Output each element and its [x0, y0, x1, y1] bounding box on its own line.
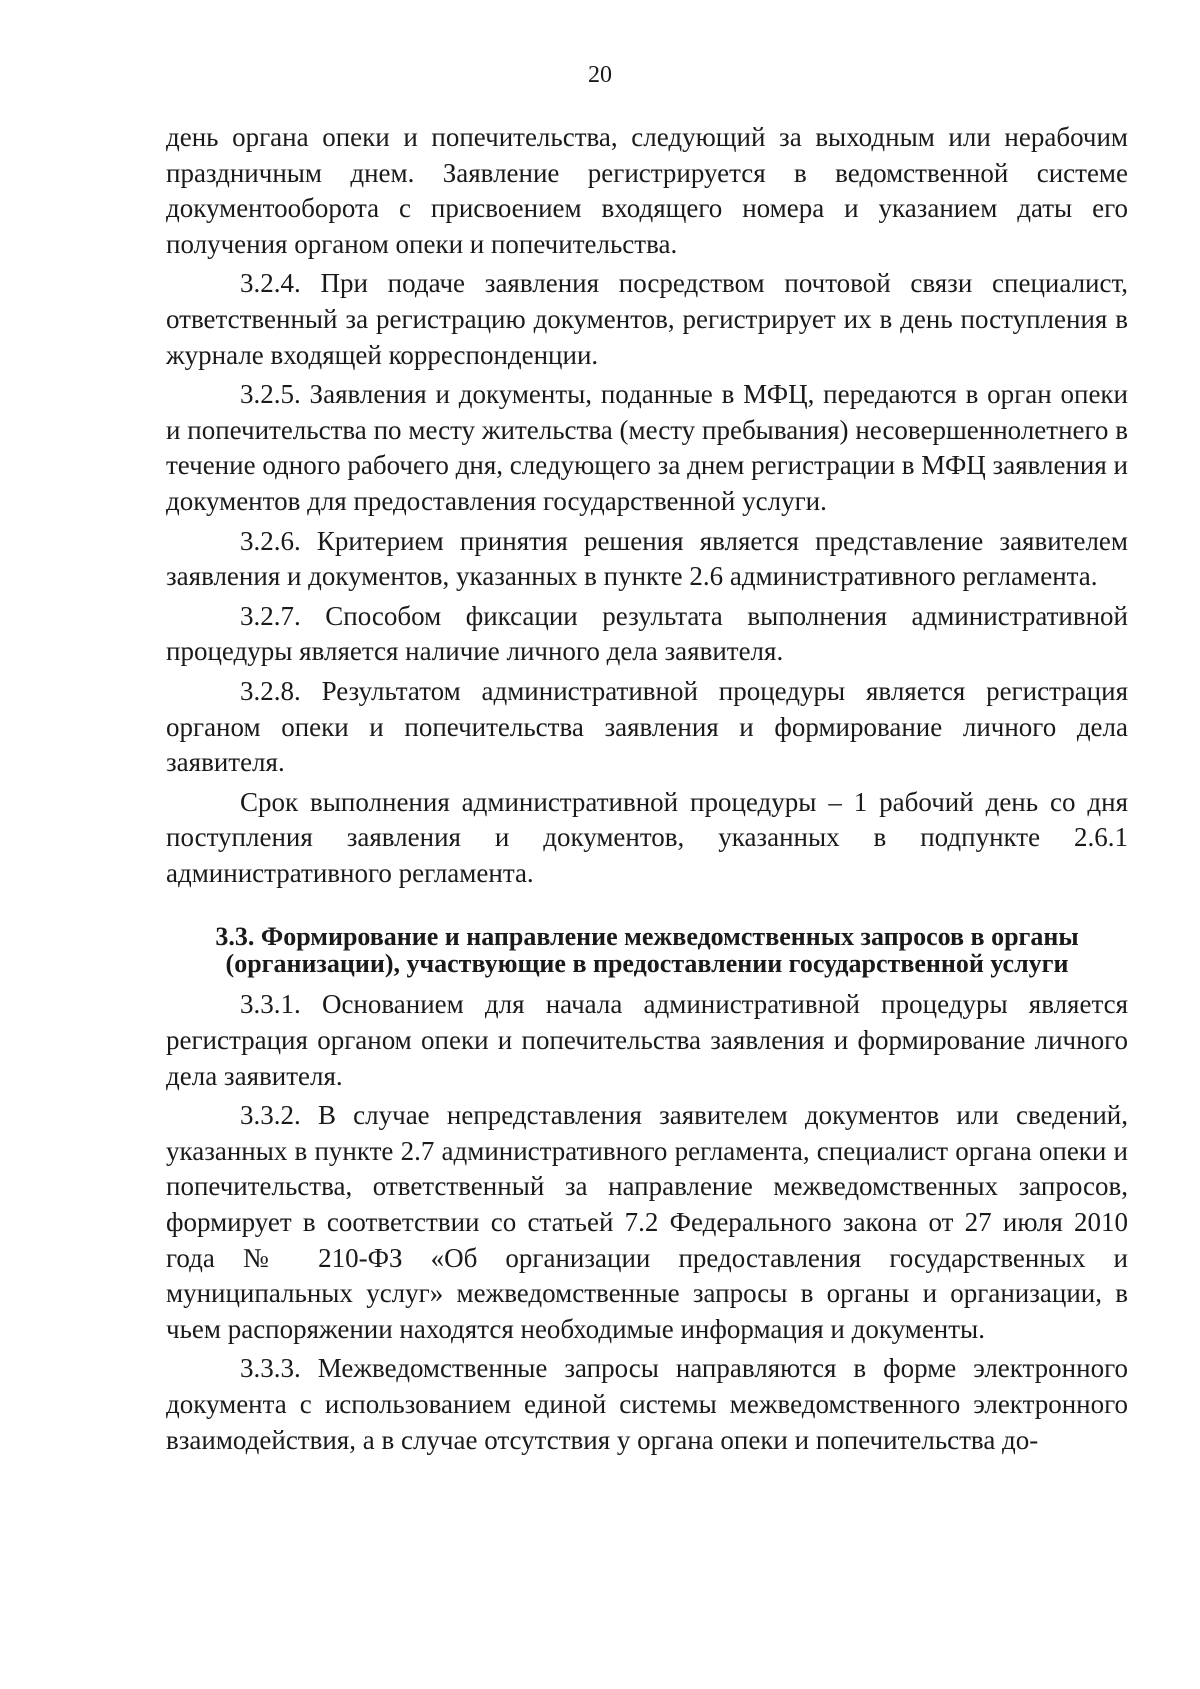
section-heading-3-3: 3.3. Формирование и направление межведомственных запросов в органы (организации), участвующие в предоставлении государственной услуги — [215, 922, 1079, 979]
paragraph-deadline: Срок выполнения административной процедуры – 1 рабочий день со дня поступления заявления и документов, указанных в подпункте 2.6.1 административного регламента. — [166, 786, 1128, 888]
paragraph-3-2-6: 3.2.6. Критерием принятия решения является представление заявителем заявления и документов, указанных в пункте 2.6 административного регламента. — [166, 525, 1128, 592]
document-body — [166, 120, 1128, 1462]
page-number: 20 — [588, 62, 612, 88]
paragraph-3-3-1: 3.3.1. Основанием для начала административной процедуры является регистрация органом опеки и попечительства заявления и формирование личного дела заявителя. — [166, 989, 1128, 1091]
paragraph-3-2-8: 3.2.8. Результатом административной процедуры является регистрация органом опеки и попечительства заявления и формирование личного дела заявителя. — [166, 675, 1128, 778]
paragraph-continuation: день органа опеки и попечительства, следующий за выходным или нерабочим праздничным днем. Заявление регистрируется в ведомственной системе документооборота с присвоением входящего номера и указанием даты его получения органом опеки и попечительства. — [166, 122, 1128, 259]
paragraph-3-3-3: 3.3.3. Межведомственные запросы направляются в форме электронного документа с использованием единой системы межведомственного электронного взаимодействия, а в случае отсутствия у органа опеки и попечительства до- — [166, 1353, 1128, 1455]
paragraph-3-2-7: 3.2.7. Способом фиксации результата выполнения административной процедуры является наличие личного дела заявителя. — [166, 600, 1128, 667]
paragraph-3-2-4: 3.2.4. При подаче заявления посредством почтовой связи специалист, ответственный за регистрацию документов, регистрирует их в день поступления в журнале входящей корреспонденции. — [166, 268, 1128, 370]
paragraph-3-3-2: 3.3.2. В случае непредставления заявителем документов или сведений, указанных в пункте 2.7 административного регламента, специалист органа опеки и попечительства, ответственный за направление межведомственных запросов, формирует в соответствии со статьей 7.2 Федерального закона от 27 июля 2010 года № 210-ФЗ «Об организации предоставления государственных и муниципальных услуг» межведомственные запросы в органы и организации, в чьем распоряжении находятся необходимые информация и документы. — [166, 1100, 1128, 1344]
paragraph-3-2-5: 3.2.5. Заявления и документы, поданные в МФЦ, передаются в орган опеки и попечительства по месту жительства (месту пребывания) несовершеннолетнего в течение одного рабочего дня, следующего за днем регистрации в МФЦ заявления и документов для предоставления государственной услуги. — [166, 379, 1128, 516]
